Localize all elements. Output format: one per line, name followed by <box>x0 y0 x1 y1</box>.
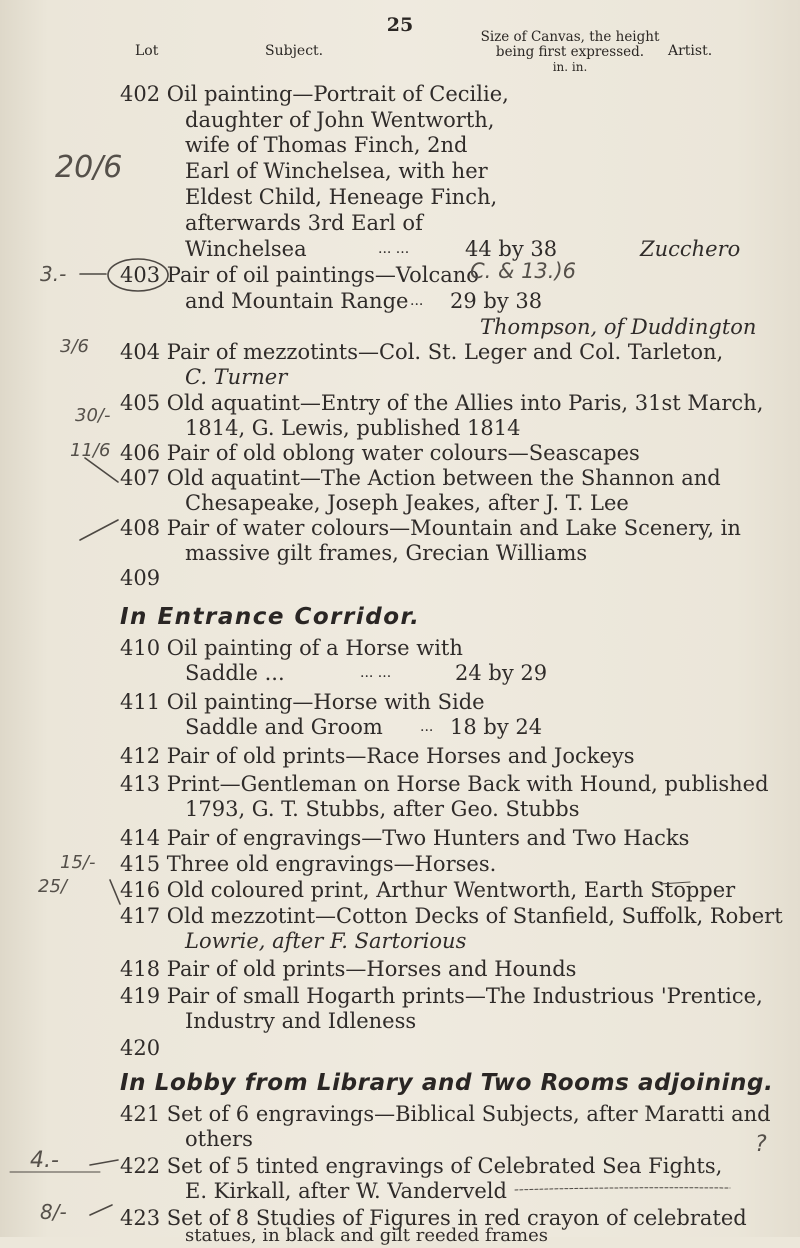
lot-403-dots: ... <box>410 293 424 309</box>
size-header-line-3: in. in. <box>552 60 588 74</box>
lot-402-line-4: Earl of Winchelsea, with her <box>185 159 488 183</box>
lot-411-line-2: Saddle and Groom <box>185 715 383 739</box>
annotation-403: 3.- <box>40 262 67 286</box>
lot-413-line-1: 413 Print—Gentleman on Horse Back with Hound, published <box>120 772 769 796</box>
annotation-405: 30/- <box>75 405 111 426</box>
column-header-subject: Subject. <box>265 43 324 59</box>
lot-412-line-1: 412 Pair of old prints—Race Horses and Jockeys <box>120 744 635 768</box>
lot-416-line-1: 416 Old coloured print, Arthur Wentworth, Earth Stopper <box>120 878 736 902</box>
lot-402-line-5: Eldest Child, Heneage Finch, <box>185 185 498 209</box>
lot-421-line-1: 421 Set of 6 engravings—Biblical Subjects, after Maratti and <box>120 1102 771 1126</box>
annotation-423: 8/- <box>40 1200 67 1224</box>
lot-402-artist: Zucchero <box>640 237 741 261</box>
lot-402-line-1: 402 Oil painting—Portrait of Cecilie, <box>120 82 509 106</box>
lot-417-line-2: Lowrie, after F. Sartorious <box>185 929 467 953</box>
lot-423-line-1: 423 Set of 8 Studies of Figures in red crayon of celebrated <box>120 1206 747 1230</box>
lot-405-line-1: 405 Old aquatint—Entry of the Allies into Paris, 31st March, <box>120 391 764 415</box>
annotation-422: 4.- <box>30 1148 59 1173</box>
lot-410-line-2: Saddle ... <box>185 661 285 685</box>
column-header-artist: Artist. <box>668 43 713 59</box>
lot-407-line-2: Chesapeake, Joseph Jeakes, after J. T. Lee <box>185 491 629 515</box>
lot-418-line-1: 418 Pair of old prints—Horses and Hounds <box>120 957 577 981</box>
lot-403-line-2: and Mountain Range <box>185 289 409 313</box>
lot-402-dots: ... ... <box>378 241 410 257</box>
lot-415-line-1: 415 Three old engravings—Horses. <box>120 852 497 876</box>
lot-419-line-2: Industry and Idleness <box>185 1009 417 1033</box>
lot-421-line-2: others <box>185 1127 253 1151</box>
lot-402-line-7: Winchelsea <box>185 237 307 261</box>
size-header-line-1: Size of Canvas, the height <box>480 29 660 45</box>
lot-411-line-1: 411 Oil painting—Horse with Side <box>120 690 485 714</box>
annotation-416: 25/ <box>38 876 67 897</box>
lot-403-artist: Thompson, of Duddington <box>480 315 757 339</box>
annotation-right-question: ? <box>755 1132 767 1157</box>
lot-408-line-1: 408 Pair of water colours—Mountain and Lake Scenery, in <box>120 516 741 540</box>
lot-408-line-2: massive gilt frames, Grecian Williams <box>185 541 588 565</box>
lot-410-line-1: 410 Oil painting of a Horse with <box>120 636 463 660</box>
lot-405-line-2: 1814, G. Lewis, published 1814 <box>185 416 521 440</box>
lot-420-line-1: 420 <box>120 1036 161 1060</box>
lot-410-dots: ... ... <box>360 665 392 681</box>
lot-411-dots: ... <box>420 719 434 735</box>
lot-409-line-1: 409 <box>120 566 161 590</box>
annotation-406: 11/6 <box>70 440 111 461</box>
size-header-line-2: being first expressed. <box>495 44 645 60</box>
lot-402-size: 44 by 38 <box>465 237 558 261</box>
lot-413-line-2: 1793, G. T. Stubbs, after Geo. Stubbs <box>185 797 580 821</box>
section-heading-lobby: In Lobby from Library and Two Rooms adjoining. <box>120 1070 774 1096</box>
lot-402-line-3: wife of Thomas Finch, 2nd <box>185 133 468 157</box>
lot-419-line-1: 419 Pair of small Hogarth prints—The Industrious 'Prentice, <box>120 984 763 1008</box>
lot-423-line-2: statues, in black and gilt reeded frames <box>185 1225 548 1246</box>
lot-403-size: 29 by 38 <box>450 289 543 313</box>
lot-414-line-1: 414 Pair of engravings—Two Hunters and Two Hacks <box>120 826 690 850</box>
lot-411-size: 18 by 24 <box>450 715 543 739</box>
lot-407-line-1: 407 Old aquatint—The Action between the Shannon and <box>120 466 721 490</box>
lot-404-line-1: 404 Pair of mezzotints—Col. St. Leger and Col. Tarleton, <box>120 340 724 364</box>
lot-402-line-6: afterwards 3rd Earl of <box>185 211 423 235</box>
lot-422-line-1: 422 Set of 5 tinted engravings of Celebrated Sea Fights, <box>120 1154 723 1178</box>
column-header-lot: Lot <box>135 43 159 59</box>
lot-410-size: 24 by 29 <box>455 661 548 685</box>
lot-404-line-2: C. Turner <box>185 365 288 389</box>
lot-417-line-1: 417 Old mezzotint—Cotton Decks of Stanfield, Suffolk, Robert <box>120 904 783 928</box>
page-number: 25 <box>386 14 414 36</box>
annotation-415: 15/- <box>60 852 96 873</box>
lot-403-line-1: 403 Pair of oil paintings—Volcano <box>120 263 479 287</box>
lot-422-line-2: E. Kirkall, after W. Vanderveld <box>185 1179 507 1203</box>
annotation-404: 3/6 <box>60 336 89 357</box>
section-heading-entrance-corridor: In Entrance Corridor. <box>120 604 421 630</box>
lot-402-line-2: daughter of John Wentworth, <box>185 108 495 132</box>
annotation-402: 20/6 <box>55 150 123 185</box>
annotation-403-right: C. & 13.)6 <box>470 259 577 283</box>
lot-406-line-1: 406 Pair of old oblong water colours—Seascapes <box>120 441 640 465</box>
